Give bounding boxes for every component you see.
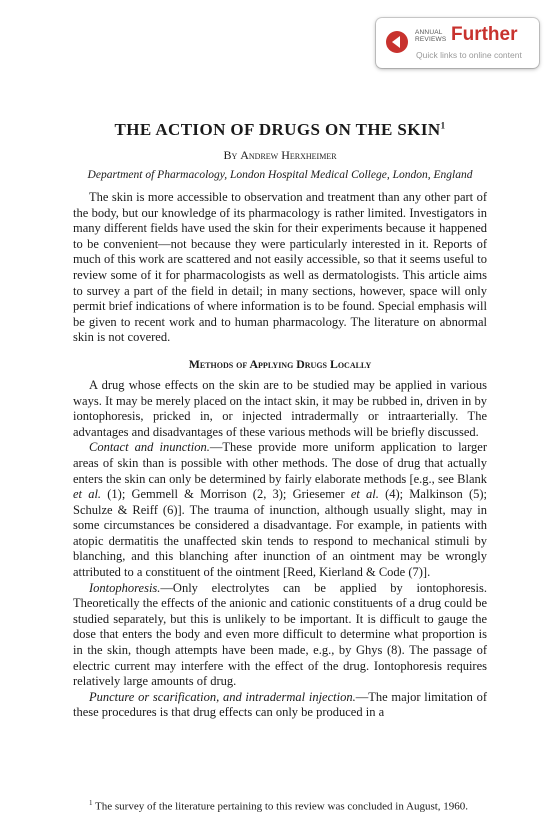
iontophoresis-heading: Iontophoresis. [89, 580, 161, 595]
iontophoresis-paragraph: Iontophoresis.—Only electrolytes can be applied by iontophoresis. Theoretically the effects of the anionic and cationic constituents of a drug could be studied separately, but this is unlikely to be important. It is difficult to gauge the dose that enters the body and even more difficult to determine what proportion is in the skin, though attempts have been made, e.g., by Ghys (8). The passage of electric current may interfere with the effect of the drug. Iontophoresis requires relatively large amounts of drug. [73, 580, 487, 689]
methods-paragraph: A drug whose effects on the skin are to be studied may be applied in various ways. It may be merely placed on the intact skin, it may be rubbed in, driven in by iontophoresis, pricked in, or injected intradermally or intraarterially. The advantages and disadvantages of these various methods will be briefly discussed. [73, 377, 487, 439]
article-body [73, 120, 487, 721]
footnote: $^1$ The survey of the literature pertaining to this review was concluded in August, 1960. [89, 799, 469, 813]
badge-brand: ANNUAL REVIEWS [415, 29, 447, 43]
intro-paragraph: The skin is more accessible to observation and treatment than any other part of the body, but our knowledge of its pharmacology is rather limited. Investigators in many different fields have used the skin for their experiments because it happened to be convenient—not because they were particularly interested in it. Reports of much of this work are scattered and not easily accessible, so that it seems useful to review some of it for pharmacologists as well as dermatologists. This article aims to survey a part of the field in detail; in many sections, however, space will only permit brief indications of where information is to be found. Special emphasis will be given to recent work and to human pharmacology. The literature on abnormal skin is not covered. [73, 190, 487, 345]
annual-reviews-logo-icon [386, 31, 408, 53]
further-links-badge[interactable] [376, 18, 539, 68]
footnote-mark: 1 [89, 799, 93, 807]
author-name: Andrew Herxheimer [240, 148, 337, 162]
puncture-paragraph: Puncture or scarification, and intradermal injection.—The major limitation of these procedures is that drug effects can only be produced in a [73, 689, 487, 720]
badge-title: Further [451, 24, 518, 45]
contact-heading: Contact and inunction. [89, 440, 210, 455]
badge-subtitle: Quick links to online content [416, 50, 522, 60]
affiliation: Department of Pharmacology, London Hospital Medical College, London, England [87, 169, 473, 181]
title-footnote-mark[interactable]: 1 [440, 120, 446, 131]
section-heading-methods: Methods of Applying Drugs Locally [188, 356, 372, 371]
puncture-heading: Puncture or scarification, and intradermal injection. [89, 689, 356, 704]
contact-paragraph: Contact and inunction.—These provide more uniform application to larger areas of skin than is possible with other methods. The dose of drug that actually enters the skin can only be determined by fairly elaborate methods [e.g., see Blank et al. (1); Gemmell & Morrison (2, 3); Griesemer et al. (4); Malkinson (5); Schulze & Reiff (6)]. The trauma of inunction, although usually slight, may in some circumstances be considered a disadvantage. For example, in patients with atopic dermatitis the unaffected skin tends to respond to mechanical stimuli by blanching, and this blanching after inunction of an ointment may be wrongly attributed to a constituent of the ointment [Reed, Kierland & Code (7)]. [73, 440, 488, 580]
byline: By Andrew Herxheimer [223, 148, 337, 162]
article-title: THE ACTION OF DRUGS ON THE SKIN$^1$ [114, 120, 446, 139]
